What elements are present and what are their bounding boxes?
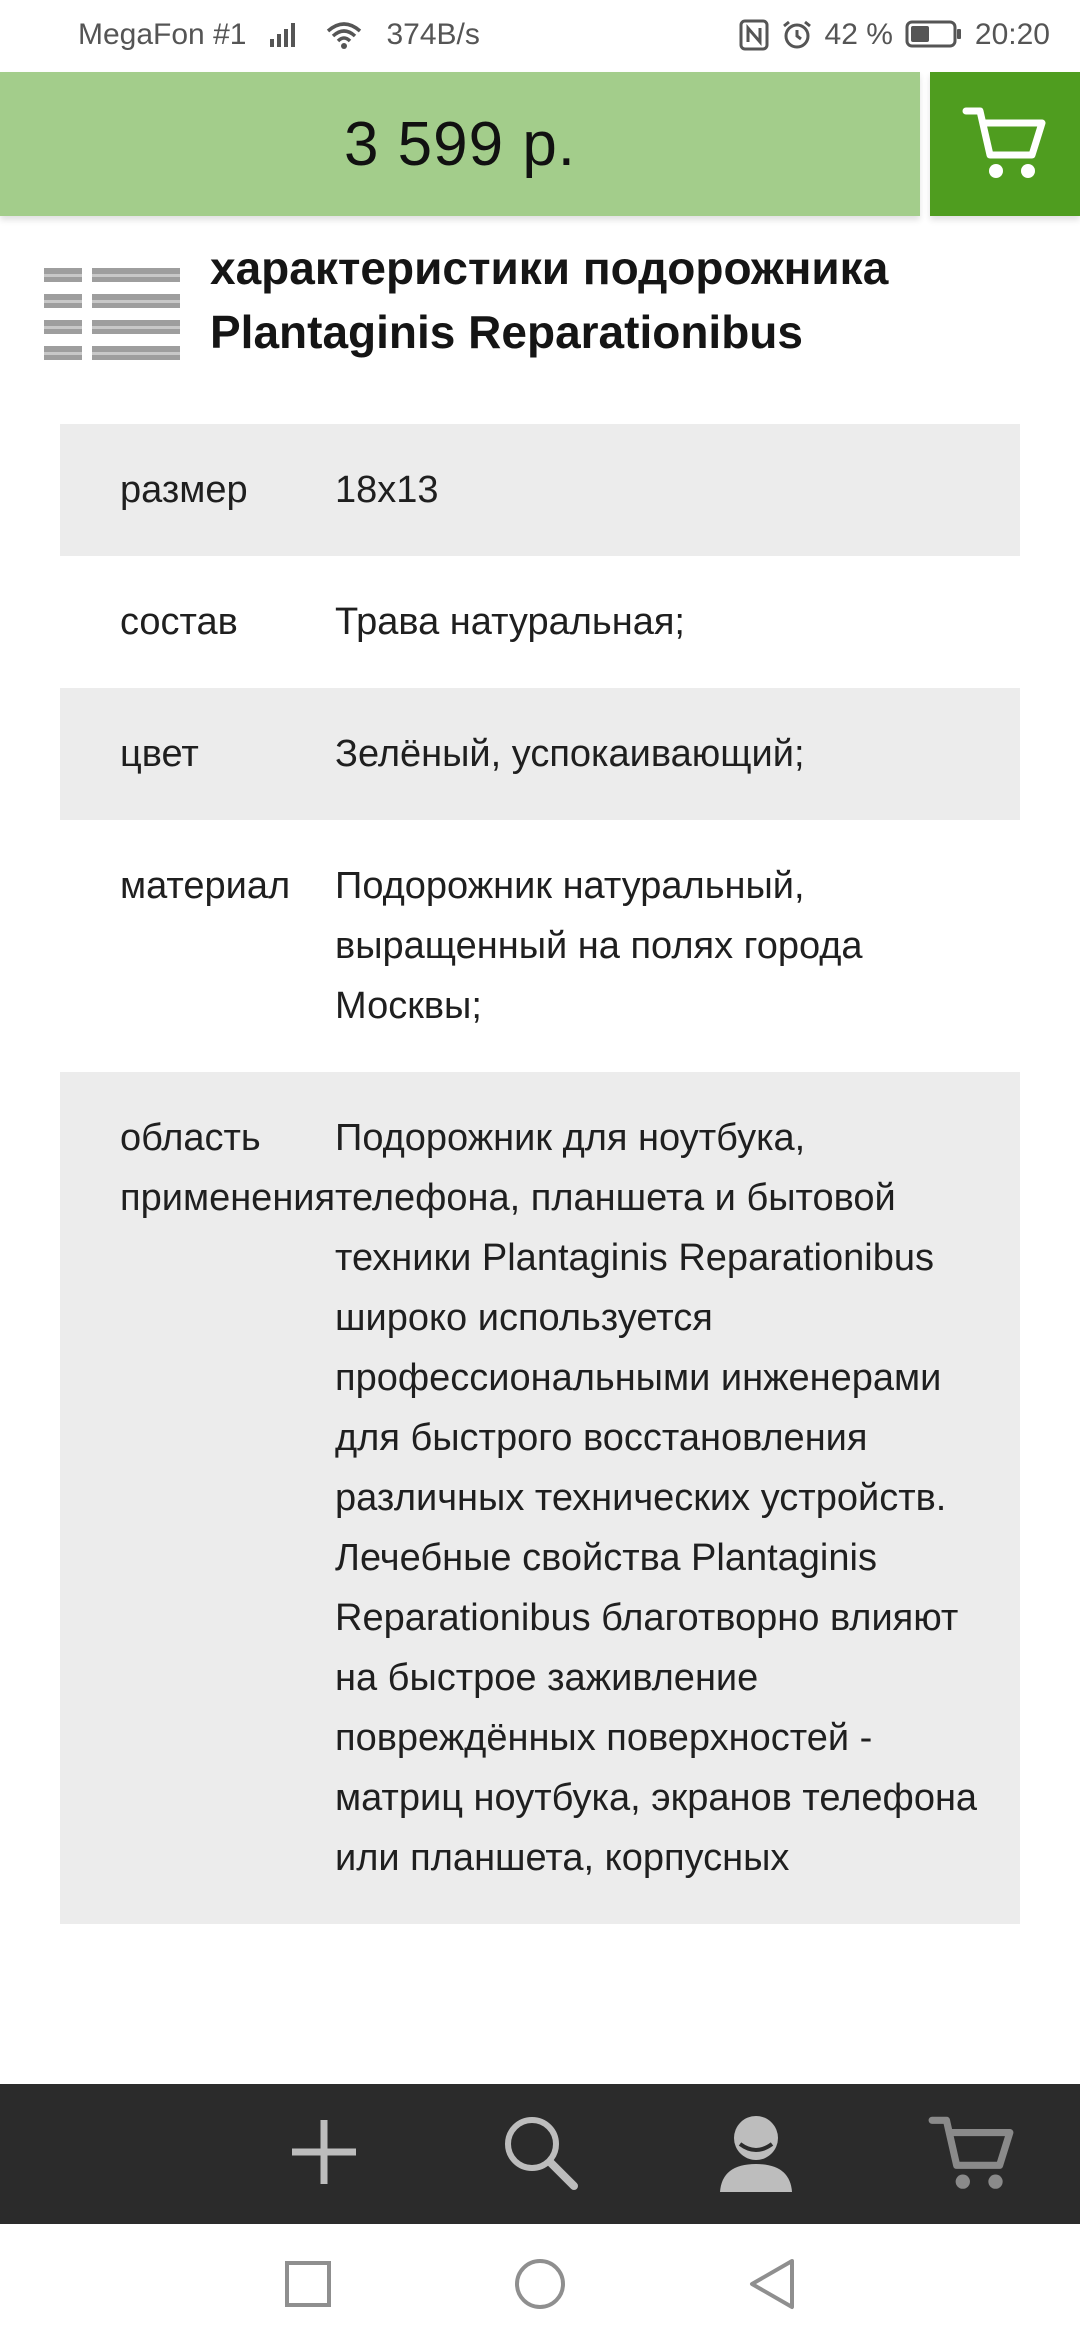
clock: 20:20: [974, 18, 1050, 51]
bottom-nav: [0, 2084, 1080, 2224]
user-icon: [716, 2110, 796, 2199]
spec-value: Зелёный, успокаивающий;: [335, 733, 805, 775]
nfc-icon: [739, 19, 769, 51]
status-left: [78, 18, 480, 52]
search-button[interactable]: [480, 2084, 600, 2224]
cart-icon: [926, 2106, 1018, 2203]
home-button[interactable]: [510, 2256, 570, 2316]
spec-value: Подорожник натуральный, выращенный на полях города Москвы;: [335, 865, 863, 1027]
specs-table: [60, 424, 1020, 1924]
product-price: 3 599 р.: [343, 109, 577, 179]
add-to-cart-button[interactable]: [930, 72, 1080, 216]
spec-key: материал: [120, 865, 291, 907]
signal-icon: [268, 19, 302, 51]
cart-icon: [960, 97, 1050, 192]
spec-key: область применения: [120, 1117, 336, 1219]
table-row: [60, 820, 1020, 1072]
recent-apps-button[interactable]: [278, 2256, 338, 2316]
plus-icon: [284, 2112, 364, 2197]
back-button[interactable]: [742, 2256, 802, 2316]
network-speed: 374B/s: [386, 18, 480, 51]
spec-key: цвет: [120, 733, 199, 775]
table-row: [60, 556, 1020, 688]
carrier-name: MegaFon #1: [78, 18, 247, 51]
status-bar: [0, 0, 1080, 72]
cart-nav-button[interactable]: [912, 2084, 1032, 2224]
status-right: [739, 18, 1050, 52]
search-icon: [498, 2110, 582, 2199]
alarm-icon: [781, 19, 813, 51]
section-title: [210, 236, 1060, 364]
table-row: [60, 424, 1020, 556]
spec-key: размер: [120, 469, 248, 511]
section-title-line1: характеристики подорожника: [210, 242, 889, 294]
table-row: [60, 688, 1020, 820]
profile-button[interactable]: [696, 2084, 816, 2224]
system-nav-bar: [0, 2224, 1080, 2340]
add-button[interactable]: [264, 2084, 384, 2224]
back-icon: [746, 2257, 798, 2316]
section-header: [0, 228, 1080, 378]
spec-value: Подорожник для ноутбука, телефона, планшета и бытовой техники Plantaginis Reparationibus широко используется профессиональными инженерами для быстрого восстановления различных технических устройств. Лечебные свойства Plantaginis Reparationibus благотворно влияют на быстрое заживление повреждённых поверхностей - матриц ноутбука, экранов телефона или планшета, корпусных: [335, 1117, 978, 1879]
battery-icon: [905, 19, 963, 51]
price-bar: [0, 72, 920, 216]
recent-apps-icon: [283, 2259, 333, 2314]
home-icon: [513, 2257, 567, 2316]
spec-value: 18x13: [335, 469, 439, 511]
battery-percent: 42 %: [824, 18, 893, 51]
section-title-line2: Plantaginis Reparationibus: [210, 306, 803, 358]
wifi-icon: [324, 19, 364, 51]
list-icon: [44, 268, 180, 365]
table-row: [60, 1072, 1020, 1924]
spec-key: состав: [120, 601, 238, 643]
spec-value: Трава натуральная;: [335, 601, 685, 643]
